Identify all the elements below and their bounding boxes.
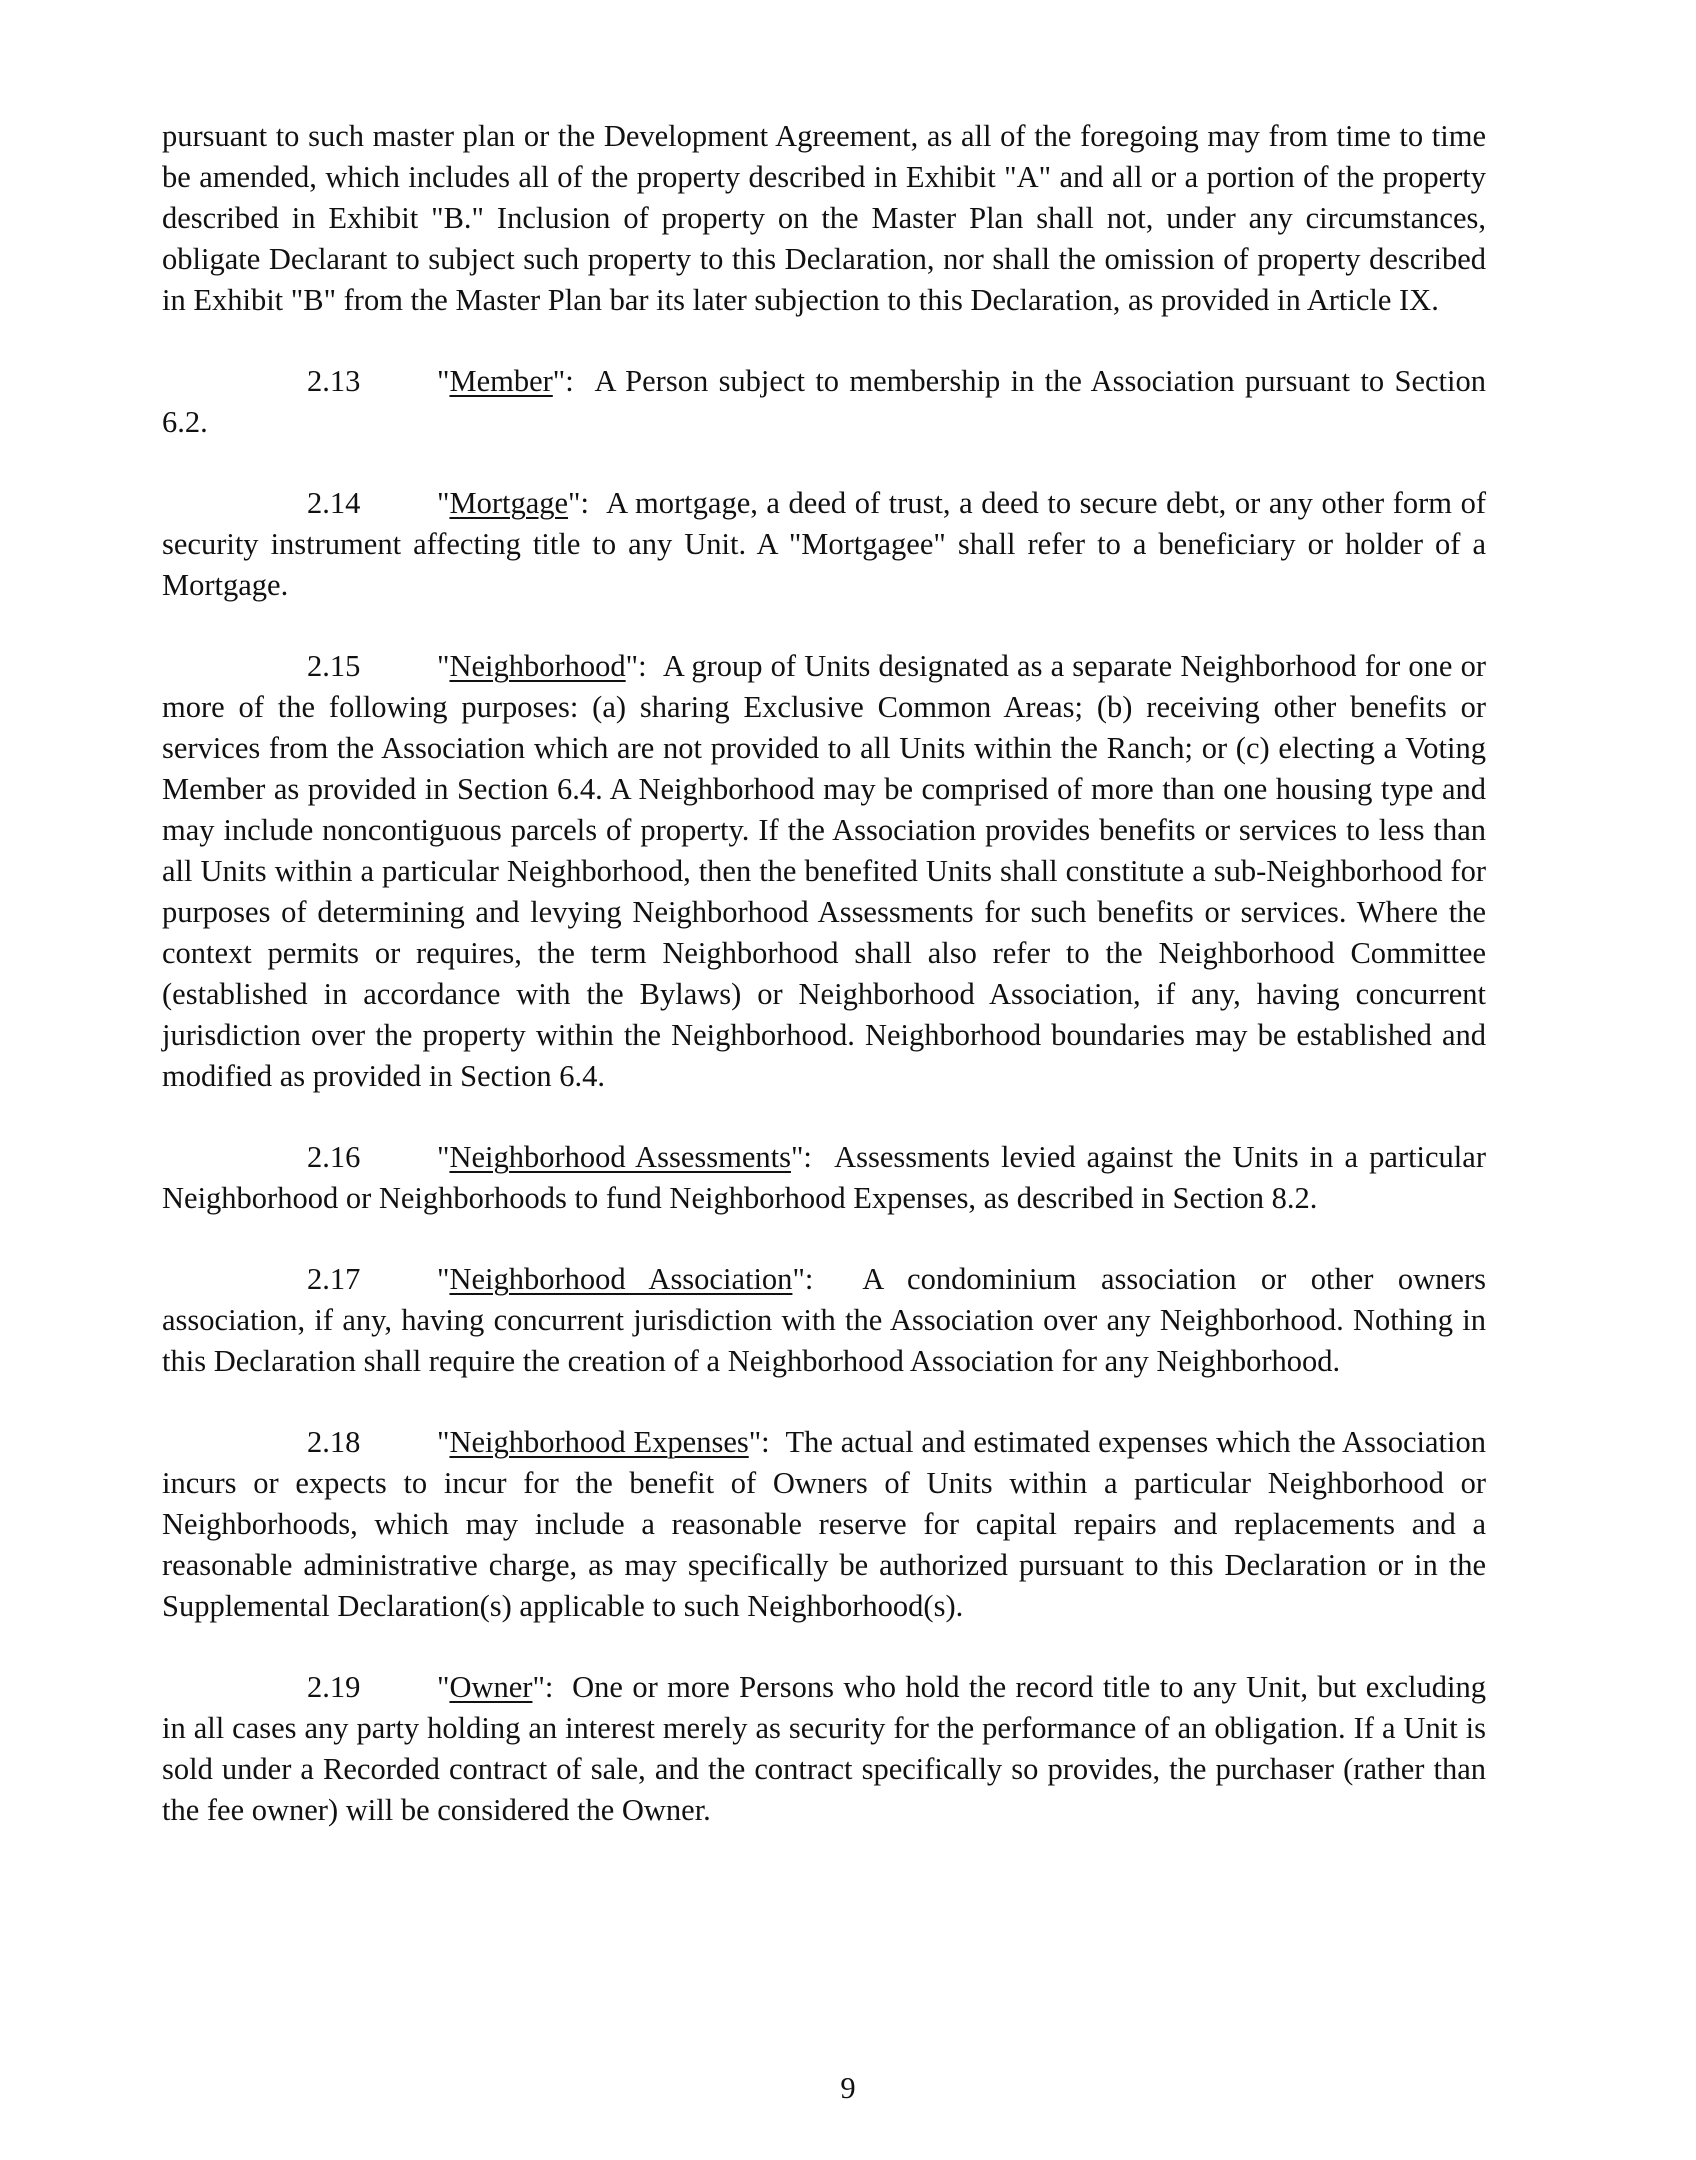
definition-text: A mortgage, a deed of trust, a deed to secure debt, or any other form of security instrument affecting title to any Unit. A "Mortgagee" shall refer to a beneficiary or holder of a Mortgage. [162, 486, 1486, 602]
section-number: 2.17 [307, 1262, 361, 1296]
section-number: 2.14 [307, 486, 361, 520]
definition-2-15: 2.15 "Neighborhood": A group of Units designated as a separate Neighborhood for one or more of the following purposes: (a) sharing Exclusive Common Areas; (b) receiving other benefits or services from the Association which are not provided to all Units within the Ranch; or (c) electing a Voting Member as provided in Section 6.4. A Neighborhood may be comprised of more than one housing type and may include noncontiguous parcels of property. If the Association provides benefits or services to less than all Units within a particular Neighborhood, then the benefited Units shall constitute a sub-Neighborhood for purposes of determining and levying Neighborhood Assessments for such benefits or services. Where the context permits or requires, the term Neighborhood shall also refer to the Neighborhood Committee (established in accordance with the Bylaws) or Neighborhood Association, if any, having concurrent jurisdiction over the property within the Neighborhood. Neighborhood boundaries may be established and modified as provided in Section 6.4. [162, 646, 1486, 1097]
definition-2-13: 2.13 "Member": A Person subject to membership in the Association pursuant to Section 6.2. [162, 361, 1486, 443]
section-number: 2.13 [307, 364, 361, 398]
definition-text: A condominium association or other owners association, if any, having concurrent jurisdiction with the Association over any Neighborhood. Nothing in this Declaration shall require the creation of a Neighborhood Association for any Neighborhood. [162, 1262, 1486, 1378]
section-number: 2.18 [307, 1425, 361, 1459]
defined-term: Neighborhood [449, 649, 626, 683]
definition-2-17: 2.17 "Neighborhood Association": A condominium association or other owners association, if any, having concurrent jurisdiction with the Association over any Neighborhood. Nothing in this Declaration shall require the creation of a Neighborhood Association for any Neighborhood. [162, 1259, 1486, 1382]
page-number: 9 [840, 2071, 856, 2105]
defined-term: Neighborhood Assessments [449, 1140, 791, 1174]
definition-text: Assessments levied against the Units in a particular Neighborhood or Neighborhoods to fund Neighborhood Expenses, as described in Section 8.2. [162, 1140, 1486, 1215]
definition-text: A group of Units designated as a separate Neighborhood for one or more of the following purposes: (a) sharing Exclusive Common Areas; (b) receiving other benefits or services from the Association which are not provided to all Units within the Ranch; or (c) electing a Voting Member as provided in Section 6.4. A Neighborhood may be comprised of more than one housing type and may include noncontiguous parcels of property. If the Association provides benefits or services to less than all Units within a particular Neighborhood, then the benefited Units shall constitute a sub-Neighborhood for purposes of determining and levying Neighborhood Assessments for such benefits or services. Where the context permits or requires, the term Neighborhood shall also refer to the Neighborhood Committee (established in accordance with the Bylaws) or Neighborhood Association, if any, having concurrent jurisdiction over the property within the Neighborhood. Neighborhood boundaries may be established and modified as provided in Section 6.4. [162, 649, 1486, 1093]
definition-2-16: 2.16 "Neighborhood Assessments": Assessments levied against the Units in a particular Neighborhood or Neighborhoods to fund Neighborhood Expenses, as described in Section 8.2. [162, 1137, 1486, 1219]
defined-term: Neighborhood Expenses [449, 1425, 749, 1459]
definition-2-19: 2.19 "Owner": One or more Persons who hold the record title to any Unit, but excluding in all cases any party holding an interest merely as security for the performance of an obligation. If a Unit is sold under a Recorded contract of sale, and the contract specifically so provides, the purchaser (rather than the fee owner) will be considered the Owner. [162, 1667, 1486, 1831]
defined-term: Owner [449, 1670, 533, 1704]
definition-text: The actual and estimated expenses which the Association incurs or expects to incur for the benefit of Owners of Units within a particular Neighborhood or Neighborhoods, which may include a reasonable reserve for capital repairs and replacements and a reasonable administrative charge, as may specifically be authorized pursuant to this Declaration or in the Supplemental Declaration(s) applicable to such Neighborhood(s). [162, 1425, 1486, 1623]
defined-term: Neighborhood Association [449, 1262, 793, 1296]
continuation-paragraph: pursuant to such master plan or the Development Agreement, as all of the foregoing may from time to time be amended, which includes all of the property described in Exhibit "A" and all or a portion of the property described in Exhibit "B." Inclusion of property on the Master Plan shall not, under any circumstances, obligate Declarant to subject such property to this Declaration, nor shall the omission of property described in Exhibit "B" from the Master Plan bar its later subjection to this Declaration, as provided in Article IX. [162, 119, 1486, 317]
section-number: 2.19 [307, 1670, 361, 1704]
defined-term: Member [449, 364, 553, 398]
definition-2-14: 2.14 "Mortgage": A mortgage, a deed of trust, a deed to secure debt, or any other form of security instrument affecting title to any Unit. A "Mortgagee" shall refer to a beneficiary or holder of a Mortgage. [162, 483, 1486, 606]
definition-text: One or more Persons who hold the record title to any Unit, but excluding in all cases any party holding an interest merely as security for the performance of an obligation. If a Unit is sold under a Recorded contract of sale, and the contract specifically so provides, the purchaser (rather than the fee owner) will be considered the Owner. [162, 1670, 1486, 1827]
definition-2-18: 2.18 "Neighborhood Expenses": The actual and estimated expenses which the Association incurs or expects to incur for the benefit of Owners of Units within a particular Neighborhood or Neighborhoods, which may include a reasonable reserve for capital repairs and replacements and a reasonable administrative charge, as may specifically be authorized pursuant to this Declaration or in the Supplemental Declaration(s) applicable to such Neighborhood(s). [162, 1422, 1486, 1627]
defined-term: Mortgage [449, 486, 569, 520]
section-number: 2.15 [307, 649, 361, 683]
definition-text: A Person subject to membership in the Association pursuant to Section 6.2. [162, 364, 1486, 439]
document-page [162, 116, 1486, 1831]
section-number: 2.16 [307, 1140, 361, 1174]
